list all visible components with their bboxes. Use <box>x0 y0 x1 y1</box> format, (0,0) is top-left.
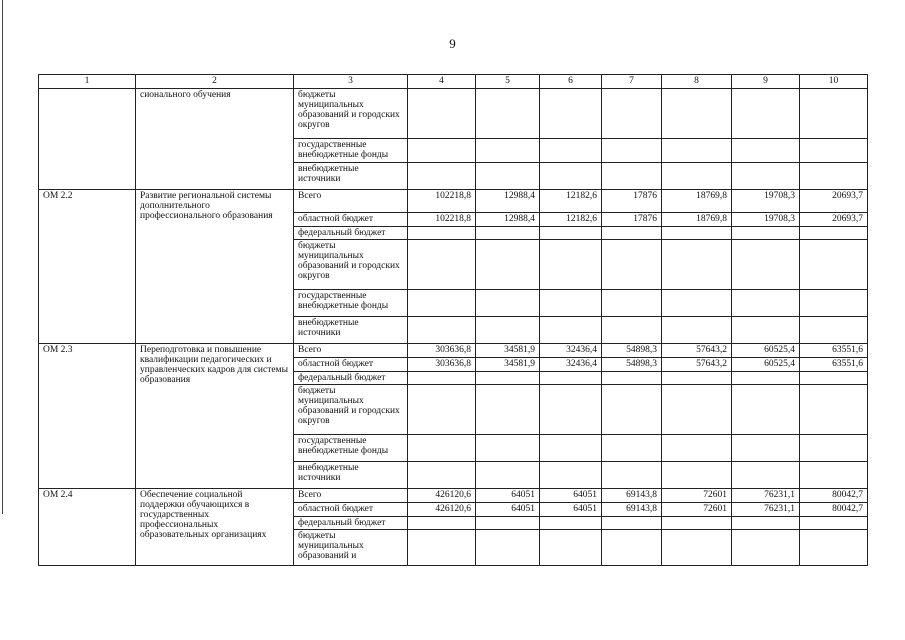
funding-source-cell: бюджеты муниципальных образований и городских округов <box>294 385 408 435</box>
amount-cell: 426120,6 <box>408 503 476 517</box>
amount-cell: 19708,3 <box>732 213 800 227</box>
amount-cell: 69143,8 <box>602 503 662 517</box>
amount-cell <box>408 517 476 530</box>
amount-cell <box>662 163 732 190</box>
amount-cell <box>800 227 868 240</box>
amount-cell <box>540 227 602 240</box>
amount-cell: 60525,4 <box>732 344 800 358</box>
amount-cell <box>602 517 662 530</box>
amount-cell: 57643,2 <box>662 358 732 372</box>
amount-cell <box>732 385 800 435</box>
amount-cell <box>732 89 800 139</box>
column-header: 1 <box>39 75 136 89</box>
amount-cell <box>662 462 732 489</box>
amount-cell <box>800 89 868 139</box>
amount-cell <box>476 462 540 489</box>
funding-source-cell: Всего <box>294 190 408 213</box>
amount-cell <box>540 385 602 435</box>
amount-cell: 80042,7 <box>800 489 868 503</box>
amount-cell <box>732 139 800 163</box>
amount-cell <box>476 290 540 317</box>
amount-cell <box>800 163 868 190</box>
amount-cell <box>602 372 662 385</box>
amount-cell <box>408 163 476 190</box>
amount-cell: 64051 <box>476 489 540 503</box>
measure-name-cell: сионального обучения <box>136 89 294 190</box>
amount-cell: 63551,6 <box>800 344 868 358</box>
amount-cell <box>476 227 540 240</box>
amount-cell: 20693,7 <box>800 213 868 227</box>
measure-code-cell: ОМ 2.4 <box>39 489 136 566</box>
funding-source-cell: бюджеты муниципальных образований и <box>294 530 408 566</box>
amount-cell <box>602 317 662 344</box>
funding-source-cell: федеральный бюджет <box>294 517 408 530</box>
amount-cell <box>540 530 602 566</box>
amount-cell <box>540 163 602 190</box>
amount-cell <box>800 139 868 163</box>
amount-cell <box>540 317 602 344</box>
amount-cell <box>800 290 868 317</box>
amount-cell <box>540 139 602 163</box>
amount-cell <box>662 435 732 462</box>
amount-cell <box>408 89 476 139</box>
amount-cell <box>476 435 540 462</box>
amount-cell: 102218,8 <box>408 213 476 227</box>
amount-cell <box>476 163 540 190</box>
amount-cell <box>540 89 602 139</box>
amount-cell <box>662 227 732 240</box>
amount-cell <box>800 517 868 530</box>
funding-source-cell: Всего <box>294 344 408 358</box>
amount-cell <box>408 530 476 566</box>
amount-cell <box>732 530 800 566</box>
amount-cell <box>408 290 476 317</box>
amount-cell <box>732 290 800 317</box>
amount-cell: 72601 <box>662 503 732 517</box>
amount-cell: 80042,7 <box>800 503 868 517</box>
amount-cell: 64051 <box>476 503 540 517</box>
funding-source-cell: областной бюджет <box>294 358 408 372</box>
amount-cell <box>800 372 868 385</box>
amount-cell <box>602 227 662 240</box>
funding-source-cell: областной бюджет <box>294 503 408 517</box>
amount-cell <box>540 517 602 530</box>
amount-cell: 12182,6 <box>540 190 602 213</box>
amount-cell <box>732 227 800 240</box>
amount-cell <box>476 372 540 385</box>
amount-cell <box>602 462 662 489</box>
amount-cell <box>602 290 662 317</box>
amount-cell: 19708,3 <box>732 190 800 213</box>
amount-cell <box>540 462 602 489</box>
amount-cell: 57643,2 <box>662 344 732 358</box>
table-row <box>39 344 868 358</box>
amount-cell <box>408 372 476 385</box>
amount-cell <box>476 385 540 435</box>
measure-code-cell: ОМ 2.2 <box>39 190 136 344</box>
amount-cell <box>732 462 800 489</box>
amount-cell <box>408 227 476 240</box>
amount-cell: 17876 <box>602 190 662 213</box>
amount-cell <box>602 435 662 462</box>
funding-source-cell: государственные внебюджетные фонды <box>294 290 408 317</box>
amount-cell <box>476 530 540 566</box>
table-row <box>39 89 868 139</box>
table-row <box>39 190 868 213</box>
amount-cell <box>662 139 732 163</box>
amount-cell <box>800 385 868 435</box>
amount-cell: 54898,3 <box>602 358 662 372</box>
amount-cell <box>732 163 800 190</box>
funding-source-cell: федеральный бюджет <box>294 372 408 385</box>
measure-name-cell: Переподготовка и повышение квалификации педагогических и управленческих кадров для системы образования <box>136 344 294 489</box>
amount-cell <box>408 435 476 462</box>
column-header: 2 <box>136 75 294 89</box>
amount-cell <box>408 462 476 489</box>
amount-cell <box>408 240 476 290</box>
funding-source-cell: государственные внебюджетные фонды <box>294 139 408 163</box>
amount-cell: 63551,6 <box>800 358 868 372</box>
amount-cell <box>540 435 602 462</box>
amount-cell <box>662 89 732 139</box>
amount-cell: 303636,8 <box>408 344 476 358</box>
amount-cell <box>662 317 732 344</box>
measure-name-cell: Развитие региональной системы дополнительного профессионального образования <box>136 190 294 344</box>
amount-cell: 64051 <box>540 489 602 503</box>
column-header: 5 <box>476 75 540 89</box>
amount-cell <box>732 240 800 290</box>
amount-cell <box>732 372 800 385</box>
amount-cell <box>476 139 540 163</box>
funding-source-cell: Всего <box>294 489 408 503</box>
amount-cell <box>540 240 602 290</box>
page-number: 9 <box>449 36 456 51</box>
amount-cell <box>602 139 662 163</box>
amount-cell: 12988,4 <box>476 213 540 227</box>
page-edge-line <box>2 0 3 514</box>
amount-cell <box>540 372 602 385</box>
amount-cell <box>602 89 662 139</box>
amount-cell <box>408 139 476 163</box>
amount-cell <box>540 290 602 317</box>
table-body <box>39 89 868 566</box>
measure-code-cell: ОМ 2.3 <box>39 344 136 489</box>
amount-cell: 72601 <box>662 489 732 503</box>
amount-cell <box>732 435 800 462</box>
column-header: 6 <box>540 75 602 89</box>
amount-cell <box>476 317 540 344</box>
funding-source-cell: внебюджетные источники <box>294 163 408 190</box>
amount-cell <box>800 462 868 489</box>
amount-cell: 12988,4 <box>476 190 540 213</box>
amount-cell <box>732 317 800 344</box>
amount-cell <box>800 317 868 344</box>
amount-cell <box>662 240 732 290</box>
measure-code-cell <box>39 89 136 190</box>
amount-cell: 64051 <box>540 503 602 517</box>
funding-source-cell: бюджеты муниципальных образований и городских округов <box>294 89 408 139</box>
amount-cell <box>476 240 540 290</box>
column-header: 4 <box>408 75 476 89</box>
amount-cell: 18769,8 <box>662 190 732 213</box>
amount-cell <box>476 89 540 139</box>
funding-source-cell: внебюджетные источники <box>294 317 408 344</box>
funding-source-cell: государственные внебюджетные фонды <box>294 435 408 462</box>
funding-source-cell: бюджеты муниципальных образований и городских округов <box>294 240 408 290</box>
amount-cell: 76231,1 <box>732 489 800 503</box>
amount-cell <box>662 517 732 530</box>
amount-cell <box>602 163 662 190</box>
column-header: 10 <box>800 75 868 89</box>
column-header: 3 <box>294 75 408 89</box>
amount-cell <box>662 530 732 566</box>
column-number-header <box>39 75 868 89</box>
measure-name-cell: Обеспечение социальной поддержки обучающихся в государственных профессиональных образовательных организациях <box>136 489 294 566</box>
amount-cell: 32436,4 <box>540 358 602 372</box>
amount-cell <box>800 435 868 462</box>
amount-cell <box>732 517 800 530</box>
amount-cell: 303636,8 <box>408 358 476 372</box>
amount-cell <box>408 317 476 344</box>
column-header: 7 <box>602 75 662 89</box>
amount-cell: 76231,1 <box>732 503 800 517</box>
funding-source-cell: внебюджетные источники <box>294 462 408 489</box>
funding-source-cell: федеральный бюджет <box>294 227 408 240</box>
amount-cell: 69143,8 <box>602 489 662 503</box>
amount-cell <box>408 385 476 435</box>
amount-cell: 54898,3 <box>602 344 662 358</box>
amount-cell <box>662 372 732 385</box>
amount-cell: 20693,7 <box>800 190 868 213</box>
amount-cell <box>476 517 540 530</box>
budget-table <box>38 74 868 566</box>
amount-cell: 34581,9 <box>476 358 540 372</box>
amount-cell: 18769,8 <box>662 213 732 227</box>
column-header: 9 <box>732 75 800 89</box>
amount-cell: 17876 <box>602 213 662 227</box>
amount-cell <box>800 240 868 290</box>
amount-cell: 426120,6 <box>408 489 476 503</box>
amount-cell <box>662 385 732 435</box>
amount-cell: 12182,6 <box>540 213 602 227</box>
amount-cell: 102218,8 <box>408 190 476 213</box>
amount-cell <box>602 385 662 435</box>
amount-cell: 32436,4 <box>540 344 602 358</box>
amount-cell <box>800 530 868 566</box>
amount-cell: 60525,4 <box>732 358 800 372</box>
amount-cell <box>602 240 662 290</box>
amount-cell: 34581,9 <box>476 344 540 358</box>
funding-source-cell: областной бюджет <box>294 213 408 227</box>
column-header: 8 <box>662 75 732 89</box>
amount-cell <box>662 290 732 317</box>
table-row <box>39 489 868 503</box>
amount-cell <box>602 530 662 566</box>
